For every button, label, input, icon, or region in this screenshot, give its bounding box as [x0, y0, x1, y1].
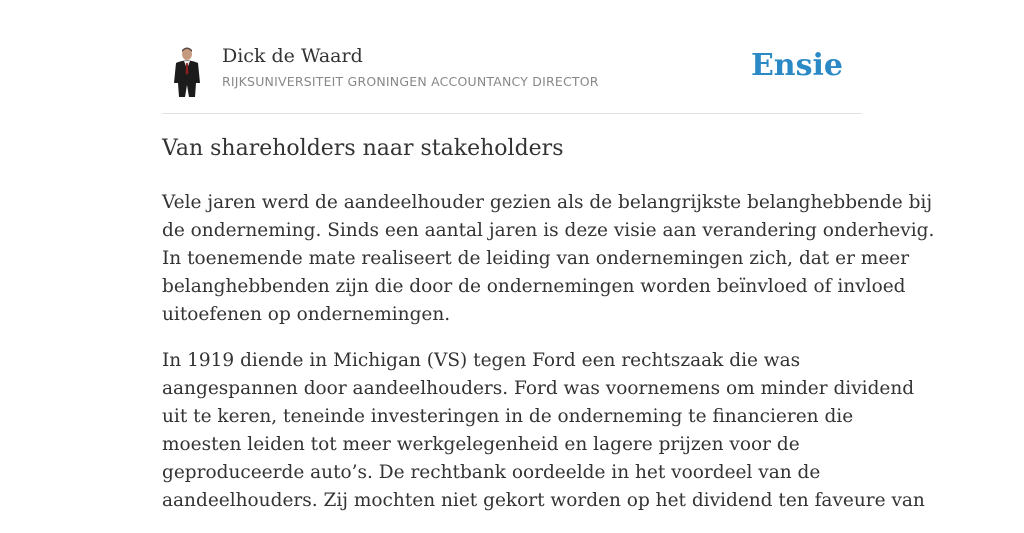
text-line: In 1919 diende in Michigan (VS) tegen Ford een rechtszaak die was — [162, 350, 801, 371]
text-line: aandeelhouders. Zij mochten niet gekort worden op het dividend ten faveure van — [162, 490, 925, 511]
text-line: de onderneming. Sinds een aantal jaren is deze visie aan verandering onderhevig. — [162, 220, 935, 241]
article-body — [162, 189, 935, 533]
text-line: In toenemende mate realiseert de leiding van ondernemingen zich, dat er meer — [162, 248, 910, 269]
text-line: geproduceerde auto’s. De rechtbank oordeelde in het voordeel van de — [162, 462, 821, 483]
text-line: moesten leiden tot meer werkgelegenheid en lagere prijzen voor de — [162, 434, 800, 455]
paragraph — [162, 347, 925, 515]
author-name[interactable]: Dick de Waard — [222, 45, 363, 67]
paragraph — [162, 189, 935, 329]
article-title: Van shareholders naar stakeholders — [162, 136, 564, 161]
article-header — [162, 0, 862, 114]
text-line: belanghebbenden zijn die door de ondernemingen worden beïnvloed of invloed — [162, 276, 906, 297]
article-card — [162, 0, 935, 511]
avatar[interactable] — [170, 45, 204, 97]
brand-logo[interactable]: Ensie — [750, 48, 843, 83]
author-role: RIJKSUNIVERSITEIT GRONINGEN ACCOUNTANCY DIRECTOR — [222, 74, 599, 89]
text-line: uit te keren, teneinde investeringen in de onderneming te financieren die — [162, 406, 854, 427]
text-line: uitoefenen op ondernemingen. — [162, 304, 451, 325]
text-line: aangespannen door aandeelhouders. Ford was voornemens om minder dividend — [162, 378, 915, 399]
text-line: Vele jaren werd de aandeelhouder gezien als de belangrijkste belanghebbende bij — [162, 192, 933, 213]
